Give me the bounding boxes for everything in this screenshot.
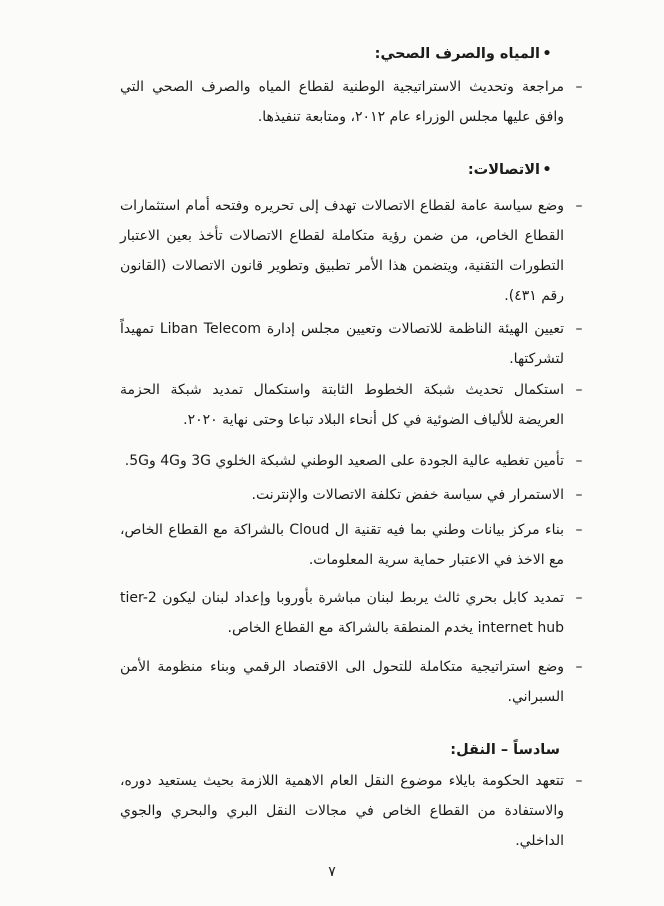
list-item-text: تمديد كابل بحري ثالث يربط لبنان مباشرة بأوروبا وإعداد لبنان ليكون tier-2 internet hub يخدم المنطقة بالشراكة مع القطاع الخاص.	[120, 590, 564, 636]
list-item-text: الاستمرار في سياسة خفض تكلفة الاتصالات والإنترنت.	[251, 487, 564, 503]
dash-icon: –	[575, 590, 583, 606]
list-item-text: تتعهد الحكومة بايلاء موضوع النقل العام الاهمية اللازمة بحيث يستعيد دوره، والاستفادة من القطاع الخاص في مجالات النقل البري والبحري والجوي الداخلي.	[120, 773, 564, 849]
list-item-text: وضع استراتيجية متكاملة للتحول الى الاقتصاد الرقمي وبناء منظومة الأمن السبراني.	[120, 659, 564, 705]
list-item-text: وضع سياسة عامة لقطاع الاتصالات تهدف إلى تحريره وفتحه أمام استثمارات القطاع الخاص، من ضمن رؤية متكاملة لقطاع الاتصالات تأخذ بعين الاعتبار التطورات التقنية، ويتضمن هذا الأمر تطبيق وتطوير قانون الاتصالات (القانون رقم ٤٣١).	[120, 198, 564, 304]
dash-icon: –	[575, 659, 583, 675]
section-heading-water	[375, 46, 554, 62]
section-heading-text: الاتصالات:	[467, 162, 540, 178]
list-item-text: استكمال تحديث شبكة الخطوط الثابتة واستكمال تمديد شبكة الحزمة العريضة للألياف الضوئية في كل أنحاء البلاد تباعا وحتى نهاية ٢٠٢٠.	[120, 382, 564, 428]
list-item	[120, 375, 583, 435]
dash-icon: –	[575, 522, 583, 538]
list-item	[120, 515, 583, 575]
bullet-icon: •	[542, 46, 552, 62]
list-item	[120, 480, 583, 510]
dash-icon: –	[575, 321, 583, 337]
bullet-icon: •	[542, 162, 552, 178]
list-item	[120, 583, 583, 643]
dash-icon: –	[575, 79, 583, 95]
list-item	[120, 446, 583, 476]
list-item-text: تأمين تغطيه عالية الجودة على الصعيد الوطني لشبكة الخلوي 3G و4G و5G.	[124, 453, 564, 469]
dash-icon: –	[575, 198, 583, 214]
dash-icon: –	[575, 382, 583, 398]
page-number: ٧	[328, 864, 336, 880]
section-heading-transport	[450, 742, 560, 758]
dash-icon: –	[575, 487, 583, 503]
dash-icon: –	[575, 453, 583, 469]
section-heading-text: المياه والصرف الصحي:	[374, 46, 540, 62]
section-heading-telecom	[468, 162, 554, 178]
list-item	[120, 191, 583, 311]
list-item	[120, 72, 583, 132]
list-item-text: مراجعة وتحديث الاستراتيجية الوطنية لقطاع المياه والصرف الصحي التي وافق عليها مجلس الوزراء عام ٢٠١٢، ومتابعة تنفيذها.	[120, 79, 564, 125]
list-item	[120, 766, 583, 856]
list-item	[120, 652, 583, 712]
section-heading-text: سادساً – النقل:	[450, 742, 560, 758]
list-item-text: تعيين الهيئة الناظمة للاتصالات وتعيين مجلس إدارة Liban Telecom تمهيداً لتشركتها.	[120, 321, 564, 367]
list-item-text: بناء مركز بيانات وطني بما فيه تقنية ال Cloud بالشراكة مع القطاع الخاص، مع الاخذ في الاعتبار حماية سرية المعلومات.	[120, 522, 564, 568]
dash-icon: –	[575, 773, 583, 789]
list-item	[120, 314, 583, 374]
